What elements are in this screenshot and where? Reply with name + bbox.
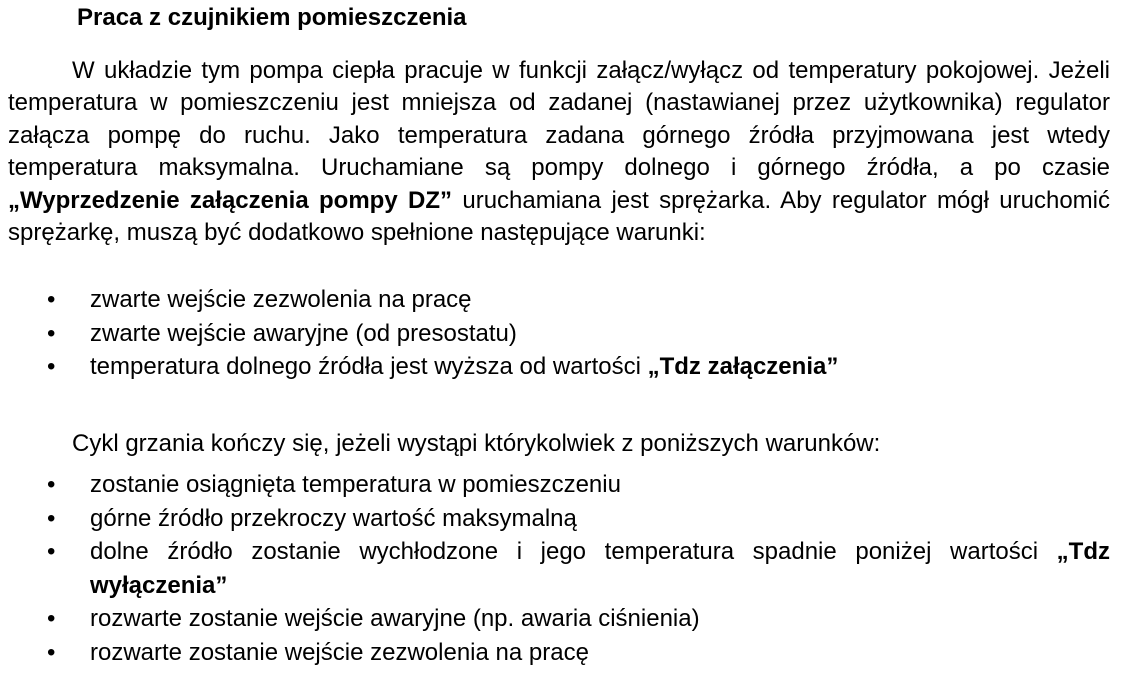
paragraph-text-part1: W układzie tym pompa ciepła pracuje w funkcji załącz/wyłącz od temperatury pokojowej. Jeżeli temperatura w pomieszczeniu jest mniejsza od zadanej (nastawianej przez użytkownika) regulator załącza pompę do ruchu. Jako temperatura zadana górnego źródła przyjmowana jest wtedy temperatura maksymalna. Uruchamiane są pompy dolnego i górnego źródła, a po czasie bbox=[8, 57, 1110, 182]
list-item-text: rozwarte zostanie wejście zezwolenia na pracę bbox=[90, 638, 589, 666]
list-item bbox=[0, 283, 1110, 317]
end-conditions-list bbox=[0, 468, 1110, 669]
paragraph-bold-term: „Wyprzedzenie załączenia pompy DZ” bbox=[8, 186, 453, 214]
list-item bbox=[0, 502, 1110, 536]
bullet-icon: • bbox=[47, 471, 56, 498]
list-item-text: zostanie osiągnięta temperatura w pomieszczeniu bbox=[90, 471, 621, 498]
bullet-icon: • bbox=[47, 605, 56, 632]
bullet-icon: • bbox=[47, 319, 56, 347]
bullet-icon: • bbox=[47, 504, 56, 532]
list-item-text: zwarte wejście zezwolenia na pracę bbox=[90, 286, 472, 313]
bullet-icon: • bbox=[47, 353, 56, 380]
start-conditions-list bbox=[0, 283, 1110, 384]
bullet-icon: • bbox=[47, 286, 56, 313]
list-item bbox=[0, 350, 1110, 384]
list-item-bold: „Tdz wyłączenia” bbox=[90, 538, 1110, 599]
list-item bbox=[0, 468, 1110, 502]
list-item bbox=[0, 535, 1110, 602]
paragraph-text-part2: uruchamiana jest sprężarka. Aby regulator mógł uruchomić sprężarkę, muszą być dodatkowo spełnione następujące warunki: bbox=[8, 186, 1111, 247]
list-item-bold: „Tdz załączenia” bbox=[647, 353, 839, 380]
list-item bbox=[0, 317, 1110, 351]
section-heading: Praca z czujnikiem pomieszczenia bbox=[77, 4, 467, 31]
cycle-intro-text: Cykl grzania kończy się, jeżeli wystąpi którykolwiek z poniższych warunków: bbox=[72, 430, 881, 457]
list-item-text: rozwarte zostanie wejście awaryjne (np. awaria ciśnienia) bbox=[90, 605, 700, 632]
list-item bbox=[0, 636, 1110, 670]
bullet-icon: • bbox=[47, 538, 56, 565]
bullet-icon: • bbox=[47, 638, 56, 666]
intro-paragraph bbox=[8, 55, 1110, 249]
list-item bbox=[0, 602, 1110, 636]
list-item-text: zwarte wejście awaryjne (od presostatu) bbox=[90, 319, 517, 347]
list-item-text: temperatura dolnego źródła jest wyższa od wartości bbox=[90, 353, 648, 380]
list-item-text: górne źródło przekroczy wartość maksymalną bbox=[90, 504, 577, 532]
list-item-text: dolne źródło zostanie wychłodzone i jego temperatura spadnie poniżej wartości bbox=[90, 538, 1057, 565]
